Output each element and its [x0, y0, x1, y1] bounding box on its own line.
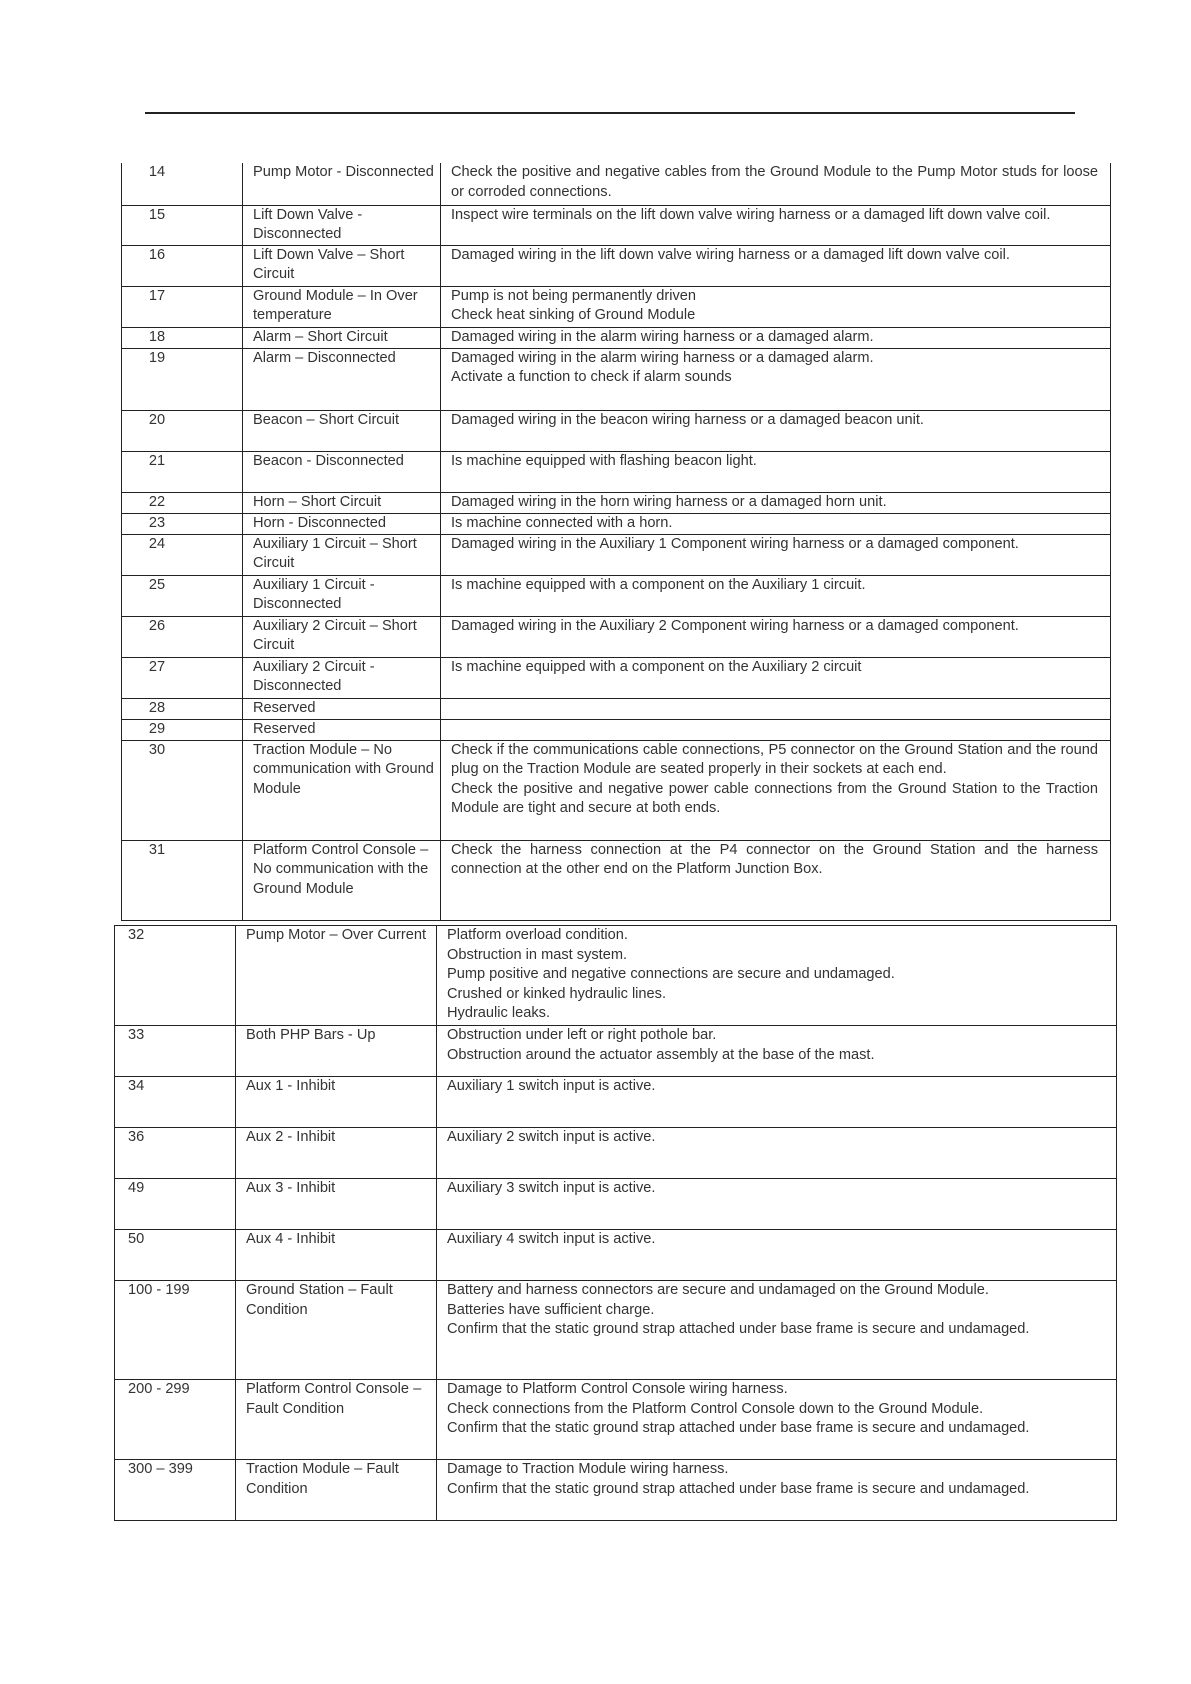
fault-code: 200 - 299 — [115, 1380, 236, 1460]
fault-name: Reserved — [243, 698, 441, 719]
fault-name: Both PHP Bars - Up — [236, 1026, 437, 1077]
remedy-line: Check heat sinking of Ground Module — [451, 307, 696, 323]
fault-code: 28 — [122, 698, 243, 719]
remedy-line: Is machine equipped with a component on the Auxiliary 2 circuit — [451, 658, 862, 675]
remedy-line: Check if the communications cable connections, P5 connector on the Ground Station and the round plug on the Traction Module are seated properly in their sockets at each end. — [451, 741, 1098, 777]
fault-remedy — [437, 1460, 1117, 1521]
remedy-line: Inspect wire terminals on the lift down valve wiring harness or a damaged lift down valve coil. — [451, 206, 1051, 223]
table-row — [122, 698, 1111, 719]
fault-remedy — [441, 205, 1111, 245]
fault-remedy — [437, 1230, 1117, 1281]
table-row — [122, 719, 1111, 740]
fault-code: 32 — [115, 926, 236, 1026]
remedy-line: Damaged wiring in the Auxiliary 2 Component wiring harness or a damaged component. — [451, 617, 1019, 634]
remedy-line: Obstruction under left or right pothole bar. — [447, 1027, 717, 1043]
remedy-line: Obstruction in mast system. — [447, 946, 628, 963]
fault-code: 15 — [122, 205, 243, 245]
fault-name: Aux 3 - Inhibit — [236, 1179, 437, 1230]
fault-name: Aux 4 - Inhibit — [236, 1230, 437, 1281]
fault-remedy — [441, 451, 1111, 492]
remedy-line: Check connections from the Platform Control Console down to the Ground Module. — [447, 1400, 984, 1417]
fault-code: 27 — [122, 657, 243, 698]
table-row — [115, 1281, 1117, 1380]
remedy-line: Is machine equipped with a component on the Auxiliary 1 circuit. — [451, 576, 866, 593]
fault-name: Reserved — [243, 719, 441, 740]
fault-name: Auxiliary 1 Circuit - Disconnected — [243, 575, 441, 616]
fault-code: 18 — [122, 327, 243, 348]
fault-remedy — [441, 163, 1111, 205]
remedy-line: Batteries have sufficient charge. — [447, 1301, 655, 1318]
table-row — [115, 1380, 1117, 1460]
fault-code: 29 — [122, 719, 243, 740]
fault-remedy — [437, 1026, 1117, 1077]
fault-remedy — [441, 740, 1111, 840]
table-row — [122, 616, 1111, 657]
remedy-line: Check the harness connection at the P4 connector on the Ground Station and the harness connection at the other end on the Platform Junction Box. — [451, 841, 1098, 877]
remedy-line: Check the positive and negative cables from the Ground Module to the Pump Motor studs for loose or corroded connections. — [451, 164, 1098, 200]
remedy-line: Obstruction around the actuator assembly at the base of the mast. — [447, 1046, 875, 1063]
fault-name: Lift Down Valve - Disconnected — [243, 205, 441, 245]
fault-code: 23 — [122, 513, 243, 534]
fault-remedy — [441, 492, 1111, 513]
fault-code: 21 — [122, 451, 243, 492]
fault-remedy — [441, 410, 1111, 451]
fault-name: Alarm – Short Circuit — [243, 327, 441, 348]
remedy-line: Damaged wiring in the alarm wiring harness or a damaged alarm. — [451, 349, 874, 366]
fault-remedy — [441, 719, 1111, 740]
table-row — [115, 1460, 1117, 1521]
fault-name: Auxiliary 1 Circuit – Short Circuit — [243, 534, 441, 575]
remedy-line: Damage to Traction Module wiring harness. — [447, 1461, 729, 1477]
fault-code: 25 — [122, 575, 243, 616]
fault-code: 49 — [115, 1179, 236, 1230]
table-row — [122, 327, 1111, 348]
remedy-line: Damaged wiring in the Auxiliary 1 Component wiring harness or a damaged component. — [451, 535, 1019, 552]
fault-remedy — [441, 327, 1111, 348]
remedy-line: Hydraulic leaks. — [447, 1005, 551, 1021]
table-row — [122, 451, 1111, 492]
header-rule — [145, 112, 1075, 114]
table-row — [122, 740, 1111, 840]
fault-name: Pump Motor – Over Current — [236, 926, 437, 1026]
fault-name: Pump Motor - Disconnected — [243, 163, 441, 205]
fault-code: 33 — [115, 1026, 236, 1077]
fault-code: 16 — [122, 245, 243, 286]
table-row — [122, 492, 1111, 513]
fault-remedy — [441, 534, 1111, 575]
table-row — [122, 840, 1111, 920]
fault-name: Traction Module – No communication with Ground Module — [243, 740, 441, 840]
table-row — [122, 163, 1111, 205]
fault-code: 22 — [122, 492, 243, 513]
fault-code: 19 — [122, 348, 243, 410]
fault-code: 50 — [115, 1230, 236, 1281]
remedy-line: Crushed or kinked hydraulic lines. — [447, 985, 667, 1002]
fault-remedy — [441, 348, 1111, 410]
remedy-line: Auxiliary 1 switch input is active. — [447, 1078, 656, 1094]
remedy-line: Activate a function to check if alarm sounds — [451, 369, 732, 385]
table-row — [122, 513, 1111, 534]
fault-remedy — [437, 1380, 1117, 1460]
fault-code: 34 — [115, 1077, 236, 1128]
fault-name: Aux 2 - Inhibit — [236, 1128, 437, 1179]
table-row — [122, 534, 1111, 575]
remedy-line: Confirm that the static ground strap attached under base frame is secure and undamaged. — [447, 1321, 1030, 1337]
fault-remedy — [441, 616, 1111, 657]
remedy-line: Auxiliary 3 switch input is active. — [447, 1180, 656, 1196]
remedy-line: Damaged wiring in the beacon wiring harness or a damaged beacon unit. — [451, 411, 924, 428]
table-row — [122, 286, 1111, 327]
table-row — [115, 1077, 1117, 1128]
fault-code: 300 – 399 — [115, 1460, 236, 1521]
fault-name: Aux 1 - Inhibit — [236, 1077, 437, 1128]
remedy-line: Pump positive and negative connections are secure and undamaged. — [447, 966, 895, 982]
table-row — [122, 348, 1111, 410]
remedy-line: Confirm that the static ground strap attached under base frame is secure and undamaged. — [447, 1480, 1030, 1497]
remedy-line: Auxiliary 2 switch input is active. — [447, 1129, 656, 1145]
fault-remedy — [441, 245, 1111, 286]
fault-name: Platform Control Console – No communication with the Ground Module — [243, 840, 441, 920]
fault-remedy — [437, 1128, 1117, 1179]
fault-name: Horn - Disconnected — [243, 513, 441, 534]
remedy-line: Damage to Platform Control Console wiring harness. — [447, 1381, 788, 1397]
fault-code: 20 — [122, 410, 243, 451]
fault-name: Lift Down Valve – Short Circuit — [243, 245, 441, 286]
table-row — [122, 410, 1111, 451]
table-row — [122, 205, 1111, 245]
remedy-line: Damaged wiring in the horn wiring harness or a damaged horn unit. — [451, 493, 887, 510]
fault-code: 24 — [122, 534, 243, 575]
fault-name: Auxiliary 2 Circuit – Short Circuit — [243, 616, 441, 657]
fault-name: Platform Control Console – Fault Condition — [236, 1380, 437, 1460]
table-row — [122, 657, 1111, 698]
fault-name: Ground Module – In Over temperature — [243, 286, 441, 327]
table-row — [115, 1026, 1117, 1077]
fault-remedy — [441, 575, 1111, 616]
remedy-line: Damaged wiring in the lift down valve wiring harness or a damaged lift down valve coil. — [451, 246, 1010, 263]
remedy-line: Auxiliary 4 switch input is active. — [447, 1231, 656, 1247]
fault-code: 100 - 199 — [115, 1281, 236, 1380]
fault-remedy — [441, 840, 1111, 920]
table-row — [115, 1230, 1117, 1281]
fault-code: 26 — [122, 616, 243, 657]
table-row — [115, 1179, 1117, 1230]
fault-remedy — [437, 1077, 1117, 1128]
fault-remedy — [441, 513, 1111, 534]
fault-code: 36 — [115, 1128, 236, 1179]
fault-name: Beacon - Disconnected — [243, 451, 441, 492]
fault-code: 17 — [122, 286, 243, 327]
fault-code-table-upper — [121, 163, 1111, 921]
fault-remedy — [437, 1281, 1117, 1380]
remedy-line: Battery and harness connectors are secure and undamaged on the Ground Module. — [447, 1282, 989, 1298]
remedy-line: Check the positive and negative power cable connections from the Ground Station to the Traction Module are tight and secure at both ends. — [451, 780, 1098, 816]
remedy-line: Is machine equipped with flashing beacon light. — [451, 452, 757, 469]
fault-name: Horn – Short Circuit — [243, 492, 441, 513]
table-row — [122, 575, 1111, 616]
fault-remedy — [441, 286, 1111, 327]
remedy-line: Is machine connected with a horn. — [451, 514, 673, 531]
fault-code: 14 — [122, 163, 243, 205]
fault-remedy — [437, 926, 1117, 1026]
fault-code-table-lower — [114, 925, 1117, 1521]
fault-code: 30 — [122, 740, 243, 840]
fault-name: Traction Module – Fault Condition — [236, 1460, 437, 1521]
fault-remedy — [441, 657, 1111, 698]
fault-name: Auxiliary 2 Circuit - Disconnected — [243, 657, 441, 698]
fault-remedy — [437, 1179, 1117, 1230]
fault-name: Beacon – Short Circuit — [243, 410, 441, 451]
remedy-line: Platform overload condition. — [447, 927, 628, 943]
fault-remedy — [441, 698, 1111, 719]
fault-name: Alarm – Disconnected — [243, 348, 441, 410]
remedy-line: Pump is not being permanently driven — [451, 287, 696, 304]
table-row — [115, 926, 1117, 1026]
remedy-line: Damaged wiring in the alarm wiring harness or a damaged alarm. — [451, 328, 874, 345]
table-row — [115, 1128, 1117, 1179]
remedy-line: Confirm that the static ground strap attached under base frame is secure and undamaged. — [447, 1420, 1030, 1436]
table-row — [122, 245, 1111, 286]
fault-name: Ground Station – Fault Condition — [236, 1281, 437, 1380]
fault-code: 31 — [122, 840, 243, 920]
